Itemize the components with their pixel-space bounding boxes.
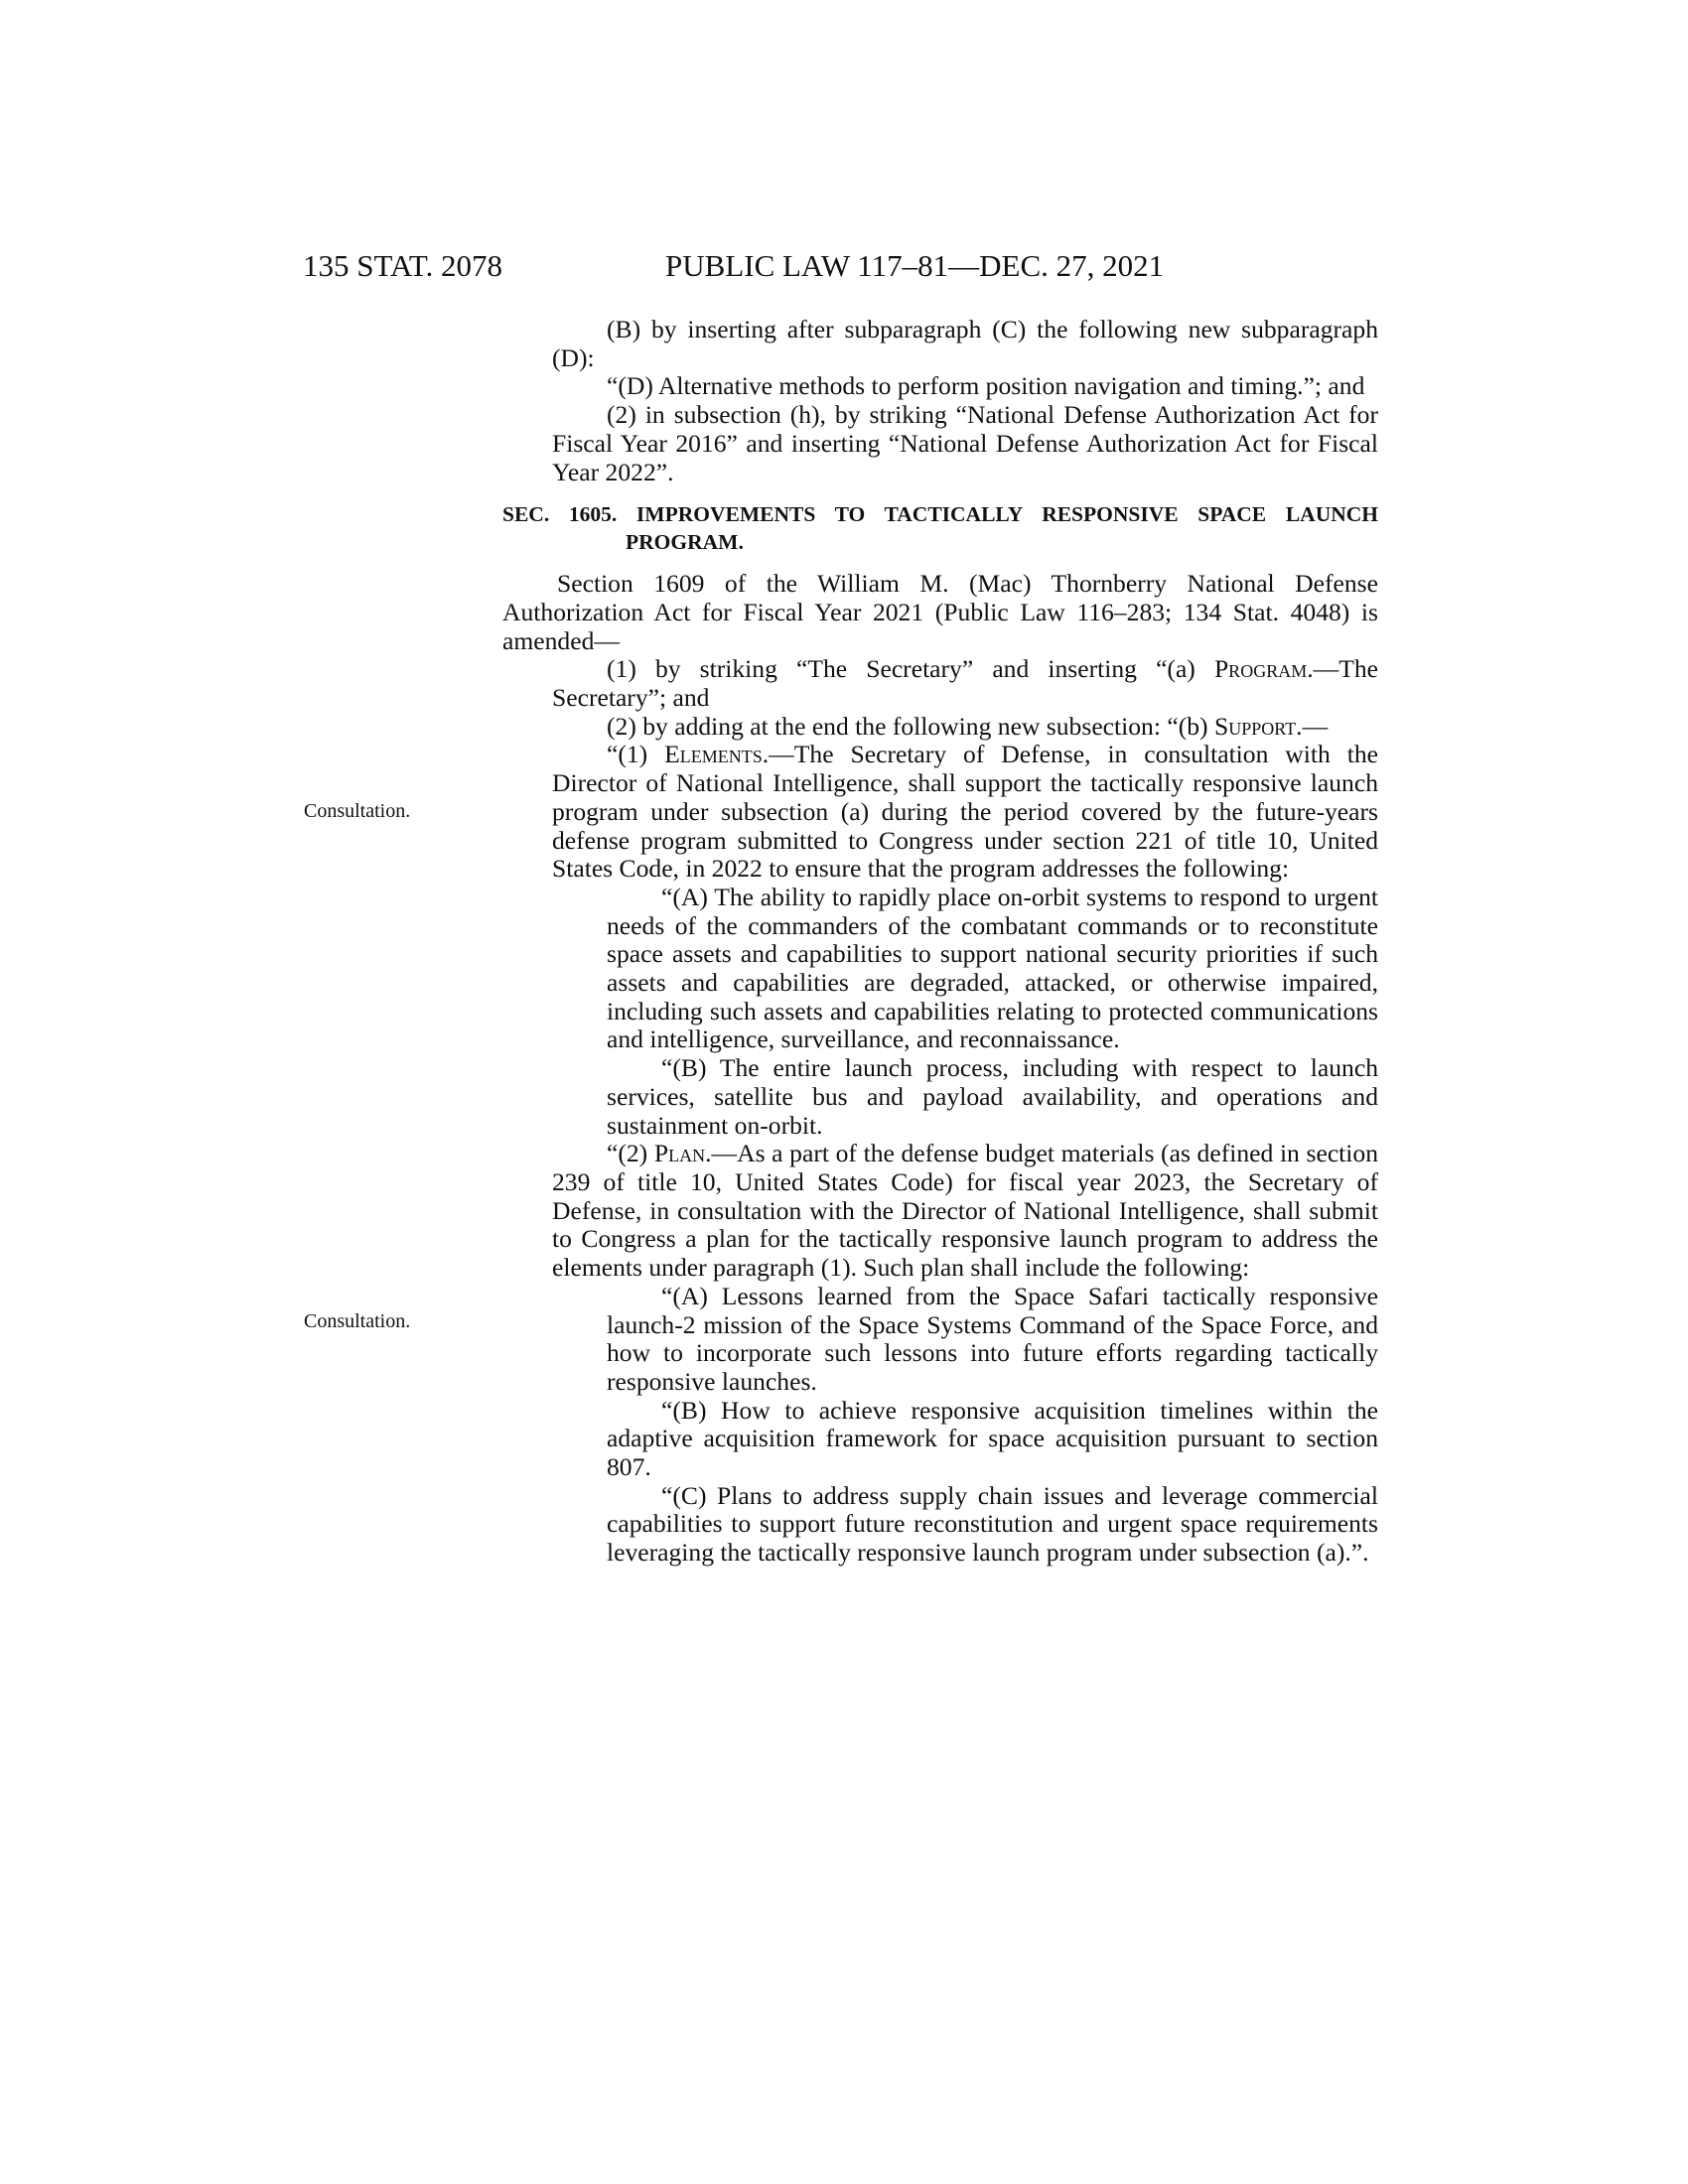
element-a: “(A) The ability to rapidly place on-orbit systems to respond to urgent needs of the commanders of the combatant commands or to reconstitute space assets and capabilities to support national security priorities if such assets and capabilities are degraded, attacked, or otherwise impaired, including such assets and capabilities relating to protected communications and intelligence, surveillance, and reconnaissance.	[607, 882, 1378, 1054]
section-intro: Section 1609 of the William M. (Mac) Thornberry National Defense Authorization Act for Fiscal Year 2021 (Public Law 116–283; 134 Stat. 4048) is amended—	[502, 569, 1378, 655]
plan-item-a: “(A) Lessons learned from the Space Safari tactically responsive launch-2 mission of the Space Systems Command of the Space Force, and how to incorporate such lessons into future efforts regarding tactically responsive launches.	[607, 1281, 1378, 1396]
page-reference: 135 STAT. 2078	[303, 248, 503, 283]
margin-note-consultation: Consultation.	[304, 800, 411, 822]
paragraph-2h: (2) in subsection (h), by striking “National Defense Authorization Act for Fiscal Year 2016” and inserting “National Defense Authorization Act for Fiscal Year 2022”.	[552, 400, 1378, 486]
margin-note-consultation: Consultation.	[304, 1310, 411, 1332]
element-b: “(B) The entire launch process, including with respect to launch services, satellite bus and payload availability, and operations and sustainment on-orbit.	[607, 1053, 1378, 1140]
paragraph-d: “(D) Alternative methods to perform position navigation and timing.”; and	[607, 371, 1365, 401]
page-header	[0, 248, 1688, 288]
elements-paragraph: “(1) Elements.—The Secretary of Defense, in consultation with the Director of National Intelligence, shall support the tactically responsive launch program under subsection (a) during the period covered by the future-years defense program submitted to Congress under section 221 of title 10, United States Code, in 2022 to ensure that the program addresses the following:	[552, 740, 1379, 884]
section-heading: SEC. 1605. IMPROVEMENTS TO TACTICALLY RESPONSIVE SPACE LAUNCH PROGRAM.	[502, 502, 1378, 555]
law-title: PUBLIC LAW 117–81—DEC. 27, 2021	[665, 248, 1165, 283]
plan-item-b: “(B) How to achieve responsive acquisition timelines within the adaptive acquisition framework for space acquisition pursuant to section 807.	[607, 1395, 1378, 1482]
paragraph-b: (B) by inserting after subparagraph (C) the following new subparagraph (D):	[552, 315, 1378, 372]
amendment-item-2: (2) by adding at the end the following new subsection: “(b) Support.—	[607, 711, 1329, 741]
amendment-item-1: (1) by striking “The Secretary” and inserting “(a) Program.—The Secretary”; and	[552, 654, 1378, 713]
document-body	[502, 315, 1379, 1568]
plan-item-c: “(C) Plans to address supply chain issues and leverage commercial capabilities to support future reconstitution and urgent space requirements leveraging the tactically responsive launch program under subsection (a).”.	[607, 1480, 1378, 1568]
plan-paragraph: “(2) Plan.—As a part of the defense budget materials (as defined in section 239 of title 10, United States Code) for fiscal year 2023, the Secretary of Defense, in consultation with the Director of National Intelligence, shall submit to Congress a plan for the tactically responsive launch program to address the elements under paragraph (1). Such plan shall include the following:	[552, 1139, 1378, 1283]
